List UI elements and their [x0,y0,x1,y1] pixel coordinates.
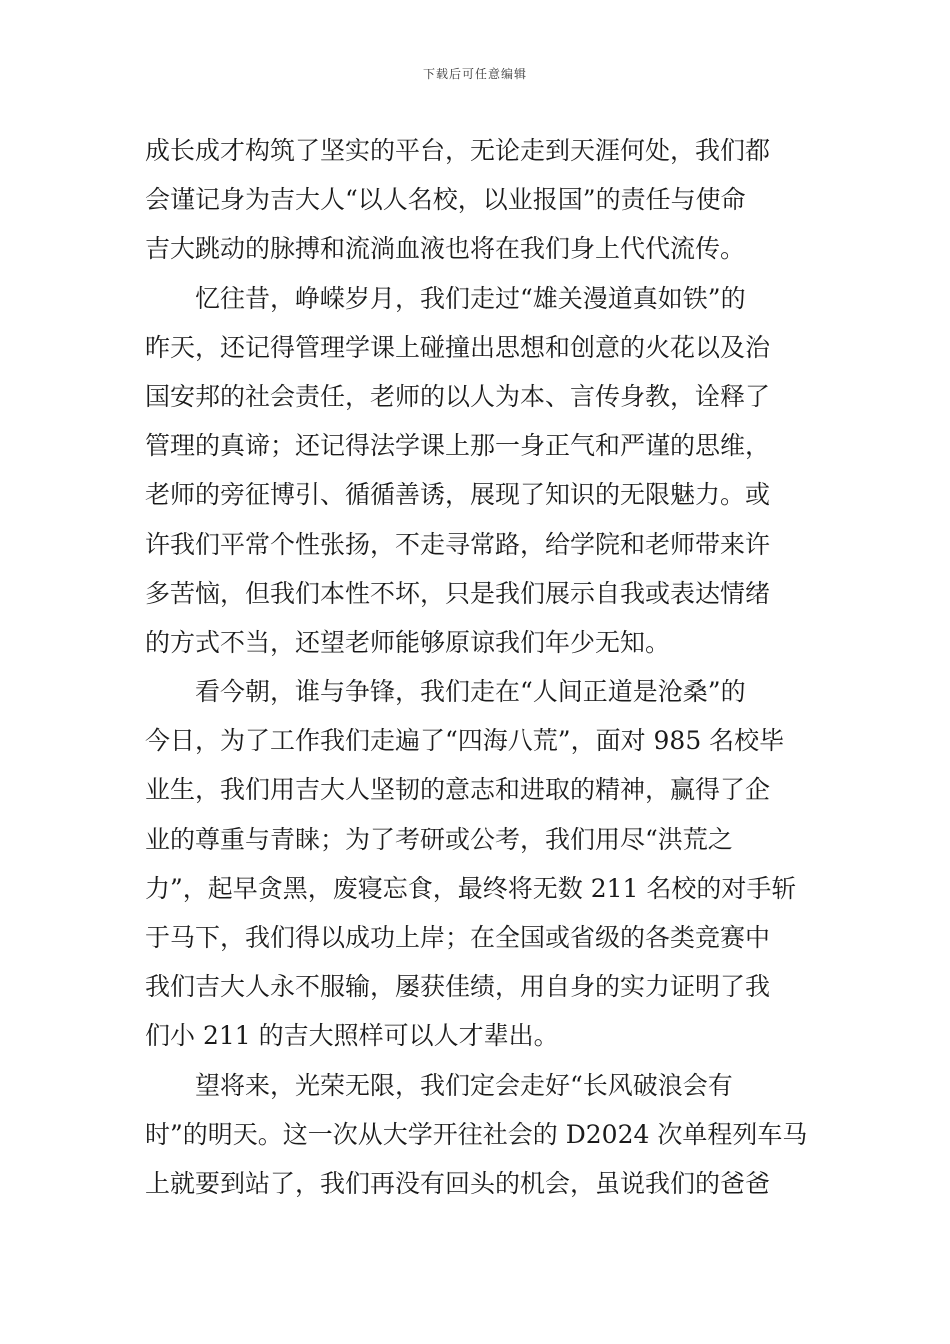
text-line: 时”的明天。这一次从大学开往社会的 D2024 次单程列车马 [145,1119,808,1149]
text-line: 业生，我们用吉大人坚韧的意志和进取的精神，赢得了企 [145,775,771,805]
paragraph-1 [145,126,810,274]
text-line: 管理的真谛；还记得法学课上那一身正气和严谨的思维， [145,431,771,461]
text-line: 成长成才构筑了坚实的平台，无论走到天涯何处，我们都 [145,136,771,165]
paragraph-3 [145,667,810,1061]
page-header: 下载后可任意编辑 [422,67,527,81]
text-line: 于马下，我们得以成功上岸；在全国或省级的各类竞赛中 [145,923,771,952]
text-line: 望将来，光荣无限，我们定会走好“长风破浪会有 [195,1070,733,1100]
text-line: 们小 211 的吉大照样可以人才辈出。 [145,1021,559,1051]
text-line: 的方式不当，还望老师能够原谅我们年少无知。 [145,627,671,657]
text-line: 上就要到站了，我们再没有回头的机会，虽说我们的爸爸 [145,1168,771,1198]
text-line: 看今朝，谁与争锋，我们走在“人间正道是沧桑”的 [195,677,746,707]
text-line: 多苦恼，但我们本性不坏，只是我们展示自我或表达情绪 [145,578,771,608]
text-line: 我们吉大人永不服输，屡获佳绩，用自身的实力证明了我 [145,972,771,1002]
text-line: 老师的旁征博引、循循善诱，展现了知识的无限魅力。或 [145,480,771,510]
paragraph-2 [145,274,810,668]
text-line: 国安邦的社会责任，老师的以人为本、言传身教，诠释了 [145,381,771,411]
paragraph-4 [145,1061,810,1209]
text-line: 昨天，还记得管理学课上碰撞出思想和创意的火花以及治 [145,332,771,362]
text-line: 许我们平常个性张扬，不走寻常路，给学院和老师带来许 [145,529,771,559]
text-line: 业的尊重与青睐；为了考研或公考，我们用尽“洪荒之 [145,824,733,854]
text-line: 今日，为了工作我们走遍了“四海八荒”，面对 985 名校毕 [145,726,785,756]
text-line: 吉大跳动的脉搏和流淌血液也将在我们身上代代流传。 [145,234,746,264]
text-line: 忆往昔，峥嵘岁月，我们走过“雄关漫道真如铁”的 [195,283,746,313]
document-body [145,126,810,1208]
text-line: 会谨记身为吉大人“以人名校，以业报国”的责任与使命 [145,185,746,215]
text-line: 力”，起早贪黑，废寝忘食，最终将无数 211 名校的对手斩 [145,873,797,903]
